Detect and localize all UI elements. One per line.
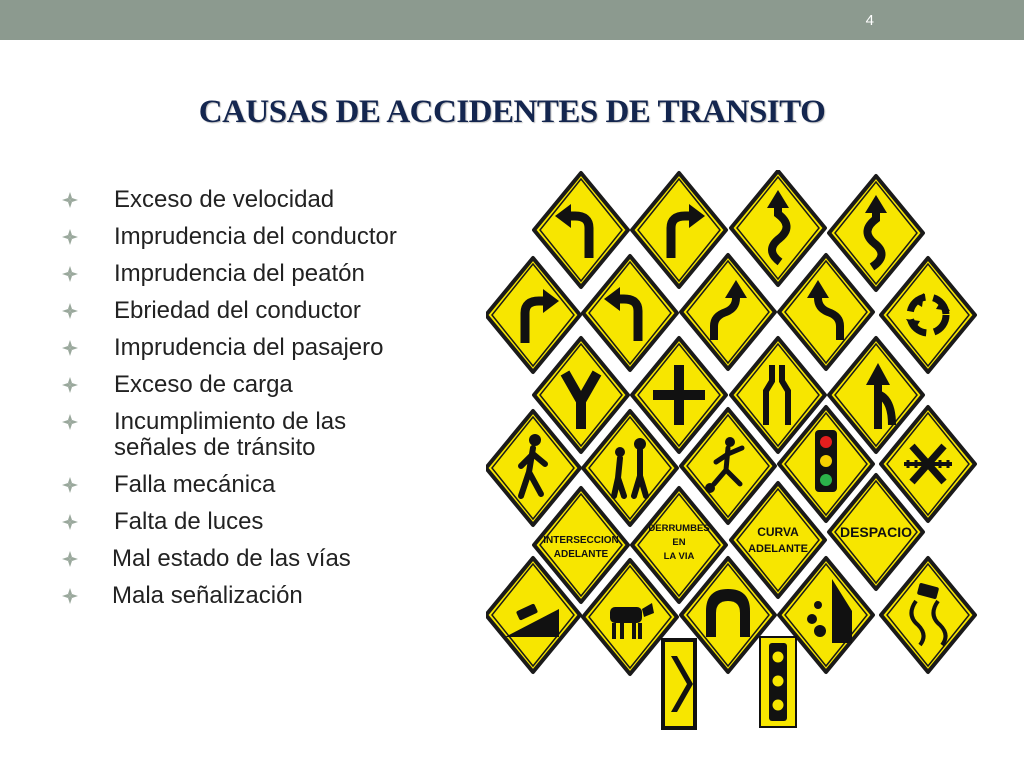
curve-left-sign <box>534 173 628 287</box>
bullet-text: Mal estado de las vías <box>112 545 351 572</box>
slide-title: CAUSAS DE ACCIDENTES DE TRANSITO <box>198 94 826 130</box>
diamond-bullet-icon <box>62 192 78 208</box>
winding-road-sign <box>731 171 825 285</box>
diamond-bullet-icon <box>62 477 78 493</box>
slide-number: 4 <box>865 12 874 29</box>
top-bar <box>0 0 1024 40</box>
bullet-text: Mala señalización <box>112 582 303 609</box>
list-item <box>62 372 492 398</box>
diamond-bullet-icon <box>62 340 78 356</box>
list-item <box>62 546 492 572</box>
curve-left-sign <box>583 256 677 370</box>
roundabout-sign <box>881 258 975 372</box>
traffic-signal-ahead-sign <box>760 637 796 727</box>
list-item <box>62 261 492 287</box>
diamond-bullet-icon <box>62 377 78 393</box>
list-item <box>62 335 492 361</box>
bullet-text: Ebriedad del conductor <box>114 297 361 324</box>
list-item <box>62 224 492 250</box>
chevron-marker-sign <box>661 638 697 730</box>
derrumbes-line-3: LA VIA <box>663 551 695 562</box>
curve-right-sign <box>632 173 726 287</box>
bullet-text: Incumplimiento de las señales de tránsito <box>114 408 347 461</box>
diamond-bullet-icon <box>62 588 78 604</box>
interseccion-line-1: INTERSECCION <box>543 535 619 546</box>
diamond-bullet-icon <box>62 514 78 530</box>
bullet-text: Exceso de velocidad <box>114 186 335 213</box>
despacio-text: DESPACIO <box>839 524 913 540</box>
list-item <box>62 298 492 324</box>
bullet-text: Imprudencia del conductor <box>114 223 397 250</box>
list-item <box>62 472 492 498</box>
bullet-text: Falta de luces <box>114 508 264 535</box>
bullet-text: Exceso de carga <box>114 371 293 398</box>
diamond-bullet-icon <box>62 303 78 319</box>
list-item <box>62 409 492 461</box>
traffic-signs-image <box>486 170 986 740</box>
derrumbes-line-1: DERRUMBES <box>648 523 710 534</box>
curva-line-1: CURVA <box>757 525 799 539</box>
bullet-text: Imprudencia del pasajero <box>114 334 384 361</box>
causes-list <box>62 187 492 620</box>
curva-line-2: ADELANTE <box>748 543 808 555</box>
diamond-bullet-icon <box>62 266 78 282</box>
bullet-text: Falla mecánica <box>114 471 276 498</box>
list-item <box>62 187 492 213</box>
diamond-bullet-icon <box>62 414 78 430</box>
slippery-road-sign <box>881 558 975 672</box>
reverse-curve-sign <box>681 255 775 369</box>
derrumbes-line-2: EN <box>672 537 686 548</box>
bullet-text: Imprudencia del peatón <box>114 260 365 287</box>
diamond-bullet-icon <box>62 551 78 567</box>
diamond-bullet-icon <box>62 229 78 245</box>
interseccion-line-2: ADELANTE <box>553 549 609 560</box>
list-item <box>62 509 492 535</box>
list-item <box>62 583 492 609</box>
